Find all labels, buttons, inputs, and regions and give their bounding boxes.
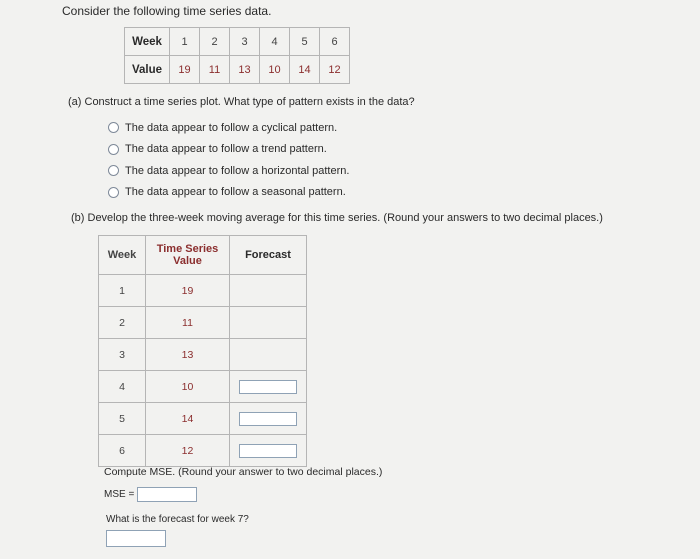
value-cell: 10 (260, 56, 290, 84)
week-cell: 4 (260, 28, 290, 56)
moving-average-table (98, 235, 307, 467)
mse-question: Compute MSE. (Round your answer to two decimal places.) (104, 466, 383, 478)
value-cell: 12 (320, 56, 350, 84)
option-label: The data appear to follow a cyclical pattern. (125, 121, 338, 134)
week-cell: 2 (200, 28, 230, 56)
table-row (99, 371, 307, 403)
value-row (125, 56, 350, 84)
week-cell: 5 (99, 403, 146, 435)
week7-forecast-input[interactable] (106, 530, 166, 547)
forecast-cell (230, 435, 307, 467)
value-cell: 11 (146, 307, 230, 339)
time-series-table (124, 27, 350, 84)
mse-input[interactable] (137, 487, 197, 502)
value-cell: 13 (230, 56, 260, 84)
radio-button[interactable] (108, 144, 119, 155)
forecast-cell (230, 307, 307, 339)
week-cell: 6 (320, 28, 350, 56)
radio-button[interactable] (108, 187, 119, 198)
week-cell: 2 (99, 307, 146, 339)
table-row (99, 307, 307, 339)
week-cell: 3 (230, 28, 260, 56)
forecast-week4-input[interactable] (239, 380, 297, 394)
week-row (125, 28, 350, 56)
forecast-column-header: Forecast (230, 236, 307, 275)
radio-button[interactable] (108, 165, 119, 176)
table-row (99, 435, 307, 467)
forecast-cell (230, 371, 307, 403)
forecast-cell (230, 275, 307, 307)
option-label: The data appear to follow a seasonal pattern. (125, 186, 346, 199)
part-a-question: (a) Construct a time series plot. What type of pattern exists in the data? (68, 96, 415, 108)
forecast-week5-input[interactable] (239, 412, 297, 426)
week7-question: What is the forecast for week 7? (106, 514, 249, 525)
value-header-line1: Time Series (156, 243, 219, 255)
option-cyclical[interactable] (108, 117, 349, 139)
option-label: The data appear to follow a trend pattern. (125, 143, 327, 156)
mse-label: MSE = (104, 489, 135, 500)
forecast-week6-input[interactable] (239, 444, 297, 458)
table-row (99, 339, 307, 371)
radio-button[interactable] (108, 122, 119, 133)
forecast-cell (230, 339, 307, 371)
header-row (99, 236, 307, 275)
pattern-options (108, 117, 349, 203)
week-cell: 1 (170, 28, 200, 56)
value-cell: 13 (146, 339, 230, 371)
week-cell: 3 (99, 339, 146, 371)
value-header-line2: Value (173, 255, 202, 267)
table-row (99, 403, 307, 435)
option-label: The data appear to follow a horizontal pattern. (125, 164, 350, 177)
value-header: Value (125, 56, 170, 84)
value-cell: 10 (146, 371, 230, 403)
week-cell: 1 (99, 275, 146, 307)
value-cell: 14 (146, 403, 230, 435)
option-trend[interactable] (108, 139, 349, 161)
value-cell: 14 (290, 56, 320, 84)
week-cell: 6 (99, 435, 146, 467)
option-seasonal[interactable] (108, 182, 349, 204)
week-cell: 4 (99, 371, 146, 403)
part-b-question: (b) Develop the three-week moving average for this time series. (Round your answers to two decimal places.) (71, 212, 603, 224)
option-horizontal[interactable] (108, 160, 349, 182)
intro-text: Consider the following time series data. (62, 4, 272, 18)
mse-row (104, 487, 197, 502)
value-cell: 19 (170, 56, 200, 84)
value-cell: 19 (146, 275, 230, 307)
week-column-header: Week (99, 236, 146, 275)
table-row (99, 275, 307, 307)
forecast-cell (230, 403, 307, 435)
week-header: Week (125, 28, 170, 56)
value-cell: 11 (200, 56, 230, 84)
week-cell: 5 (290, 28, 320, 56)
value-cell: 12 (146, 435, 230, 467)
value-column-header (146, 236, 230, 275)
